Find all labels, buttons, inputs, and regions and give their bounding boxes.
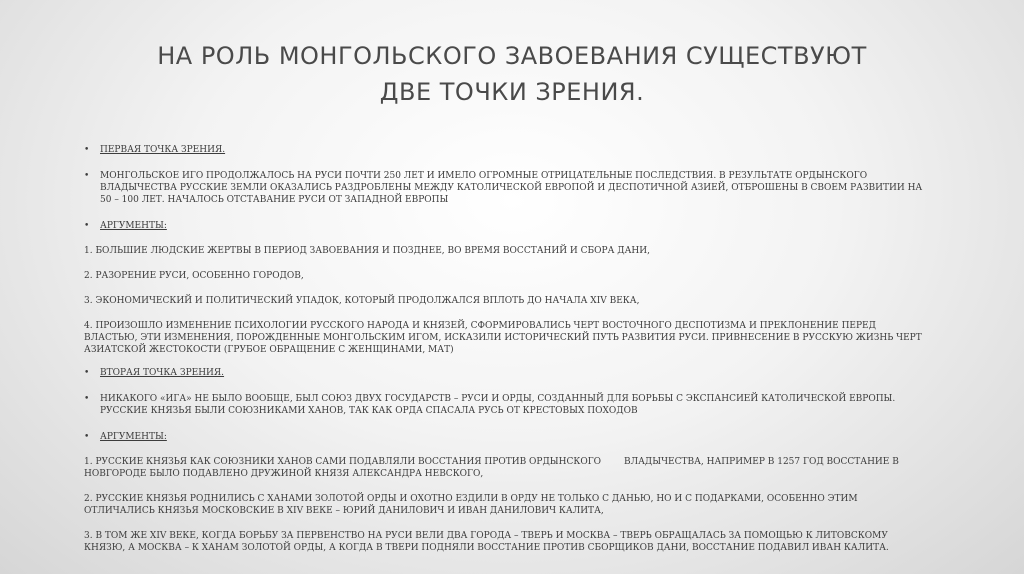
arg2-item-1 — [84, 456, 944, 480]
arg2-item-3 — [84, 530, 944, 554]
arg1-item-4-line-1: 4. ПРОИЗОШЛО ИЗМЕНЕНИЕ ПСИХОЛОГИИ РУССКОГО НАРОДА И КНЯЗЕЙ, СФОРМИРОВАЛИСЬ ЧЕРТ ВОСТОЧНОГО ДЕСПОТИЗМА И ПРЕКЛОНЕНИЕ ПЕРЕД — [84, 321, 876, 331]
title-line-2: ДВЕ ТОЧКИ ЗРЕНИЯ. — [379, 78, 645, 106]
arg1-item-2: 2. РАЗОРЕНИЕ РУСИ, ОСОБЕННО ГОРОДОВ, — [84, 271, 304, 281]
second-heading: ВТОРАЯ ТОЧКА ЗРЕНИЯ. — [100, 368, 225, 378]
second-text-bullet — [84, 393, 944, 417]
slide-body — [84, 144, 944, 554]
first-heading: ПЕРВАЯ ТОЧКА ЗРЕНИЯ. — [100, 145, 226, 155]
arguments-1-heading: АРГУМЕНТЫ: — [100, 221, 167, 231]
arg2-item-3-line-2: КНЯЗЮ, А МОСКВА – К ХАНАМ ЗОЛОТОЙ ОРДЫ, А КОГДА В ТВЕРИ ПОДНЯЛИ ВОССТАНИЕ ПРОТИВ СБОРЩИКОВ ДАНИ, ВОССТАНИЕ ПОДАВИЛ ИВАН КАЛИТА. — [84, 543, 889, 553]
arg1-item-1: 1. БОЛЬШИЕ ЛЮДСКИЕ ЖЕРТВЫ В ПЕРИОД ЗАВОЕВАНИЯ И ПОЗДНЕЕ, ВО ВРЕМЯ ВОССТАНИЙ И СБОРА ДАНИ, — [84, 246, 650, 256]
arguments-1-bullet — [84, 220, 944, 232]
second-text-line-1: • НИКАКОГО «ИГА» НЕ БЫЛО ВООБЩЕ, БЫЛ СОЮЗ ДВУХ ГОСУДАРСТВ – РУСИ И ОРДЫ, СОЗДАННЫЙ ДЛЯ БОРЬБЫ С ЭКСПАНСИЕЙ КАТОЛИЧЕСКОЙ ЕВРОПЫ. — [100, 394, 896, 404]
first-text-line-3: 50 – 100 ЛЕТ. НАЧАЛОСЬ ОТСТАВАНИЕ РУСИ ОТ ЗАПАДНОЙ ЕВРОПЫ — [100, 195, 449, 205]
arg2-item-2-line-1: 2. РУССКИЕ КНЯЗЬЯ РОДНИЛИСЬ С ХАНАМИ ЗОЛОТОЙ ОРДЫ И ОХОТНО ЕЗДИЛИ В ОРДУ НЕ ТОЛЬКО С ДАНЬЮ, НО И С ПОДАРКАМИ, ОСОБЕННО ЭТИМ — [84, 494, 858, 504]
first-text-line-1: • МОНГОЛЬСКОЕ ИГО ПРОДОЛЖАЛОСЬ НА РУСИ ПОЧТИ 250 ЛЕТ И ИМЕЛО ОГРОМНЫЕ ОТРИЦАТЕЛЬНЫЕ ПОСЛЕДСТВИЯ. В РЕЗУЛЬТАТЕ ОРДЫНСКОГО — [100, 171, 868, 181]
arg2-item-3-line-1: 3. В ТОМ ЖЕ XIV ВЕКЕ, КОГДА БОРЬБУ ЗА ПЕРВЕНСТВО НА РУСИ ВЕЛИ ДВА ГОРОДА – ТВЕРЬ И МОСКВА – ТВЕРЬ ОБРАЩАЛАСЬ ЗА ПОМОЩЬЮ К ЛИТОВСКОМУ — [84, 531, 888, 541]
second-heading-bullet — [84, 367, 944, 379]
arg1-item-3: 3. ЭКОНОМИЧЕСКИЙ И ПОЛИТИЧЕСКИЙ УПАДОК, КОТОРЫЙ ПРОДОЛЖАЛСЯ ВПЛОТЬ ДО НАЧАЛА XIV ВЕКА, — [84, 296, 640, 306]
first-text-line-2: ВЛАДЫЧЕСТВА РУССКИЕ ЗЕМЛИ ОКАЗАЛИСЬ РАЗДРОБЛЕНЫ МЕЖДУ КАТОЛИЧЕСКОЙ ЕВРОПОЙ И ДЕСПОТИЧНОЙ АЗИЕЙ, ОТБРОШЕНЫ В СВОЕМ РАЗВИТИИ НА — [100, 183, 923, 193]
arg2-item-1-line-1: 1. РУССКИЕ КНЯЗЬЯ КАК СОЮЗНИКИ ХАНОВ САМИ ПОДАВЛЯЛИ ВОССТАНИЯ ПРОТИВ ОРДЫНСКОГО ВЛАДЫЧЕСТВА, НАПРИМЕР В 1257 ГОД ВОССТАНИЕ В — [84, 457, 899, 467]
arg2-item-1-line-2: НОВГОРОДЕ БЫЛО ПОДАВЛЕНО ДРУЖИНОЙ КНЯЗЯ АЛЕКСАНДРА НЕВСКОГО, — [84, 469, 484, 479]
second-text-line-2: РУССКИЕ КНЯЗЬЯ БЫЛИ СОЮЗНИКАМИ ХАНОВ, ТАК КАК ОРДА СПАСАЛА РУСЬ ОТ КРЕСТОВЫХ ПОХОДОВ — [100, 406, 638, 416]
arg1-item-4-line-2: ВЛАСТЬЮ, ЭТИ ИЗМЕНЕНИЯ, ПОРОЖДЕННЫЕ МОНГОЛЬСКИМ ИГОМ, ИСКАЗИЛИ ИСТОРИЧЕСКИЙ ПУТЬ РАЗВИТИЯ РУСИ. ПРИВНЕСЕНИЕ В РУССКУЮ ЖИЗНЬ ЧЕРТ — [84, 333, 922, 343]
first-heading-bullet — [84, 144, 944, 156]
title-line-1: НА РОЛЬ МОНГОЛЬСКОГО ЗАВОЕВАНИЯ СУЩЕСТВУЮТ — [157, 42, 867, 70]
arg1-item-4-line-3: АЗИАТСКОЙ ЖЕСТОКОСТИ (ГРУБОЕ ОБРАЩЕНИЕ С ЖЕНЩИНАМИ, МАТ) — [84, 345, 454, 355]
arg1-item-4 — [84, 320, 944, 356]
arg2-item-2 — [84, 493, 944, 517]
slide-title — [70, 38, 954, 110]
arguments-2-heading: АРГУМЕНТЫ: — [100, 432, 167, 442]
arg2-item-2-line-2: ОТЛИЧАЛИСЬ КНЯЗЬЯ МОСКОВСКИЕ В XIV ВЕКЕ – ЮРИЙ ДАНИЛОВИЧ И ИВАН ДАНИЛОВИЧ КАЛИТА, — [84, 506, 604, 516]
arguments-2-bullet — [84, 431, 944, 443]
first-text-bullet — [84, 170, 944, 206]
